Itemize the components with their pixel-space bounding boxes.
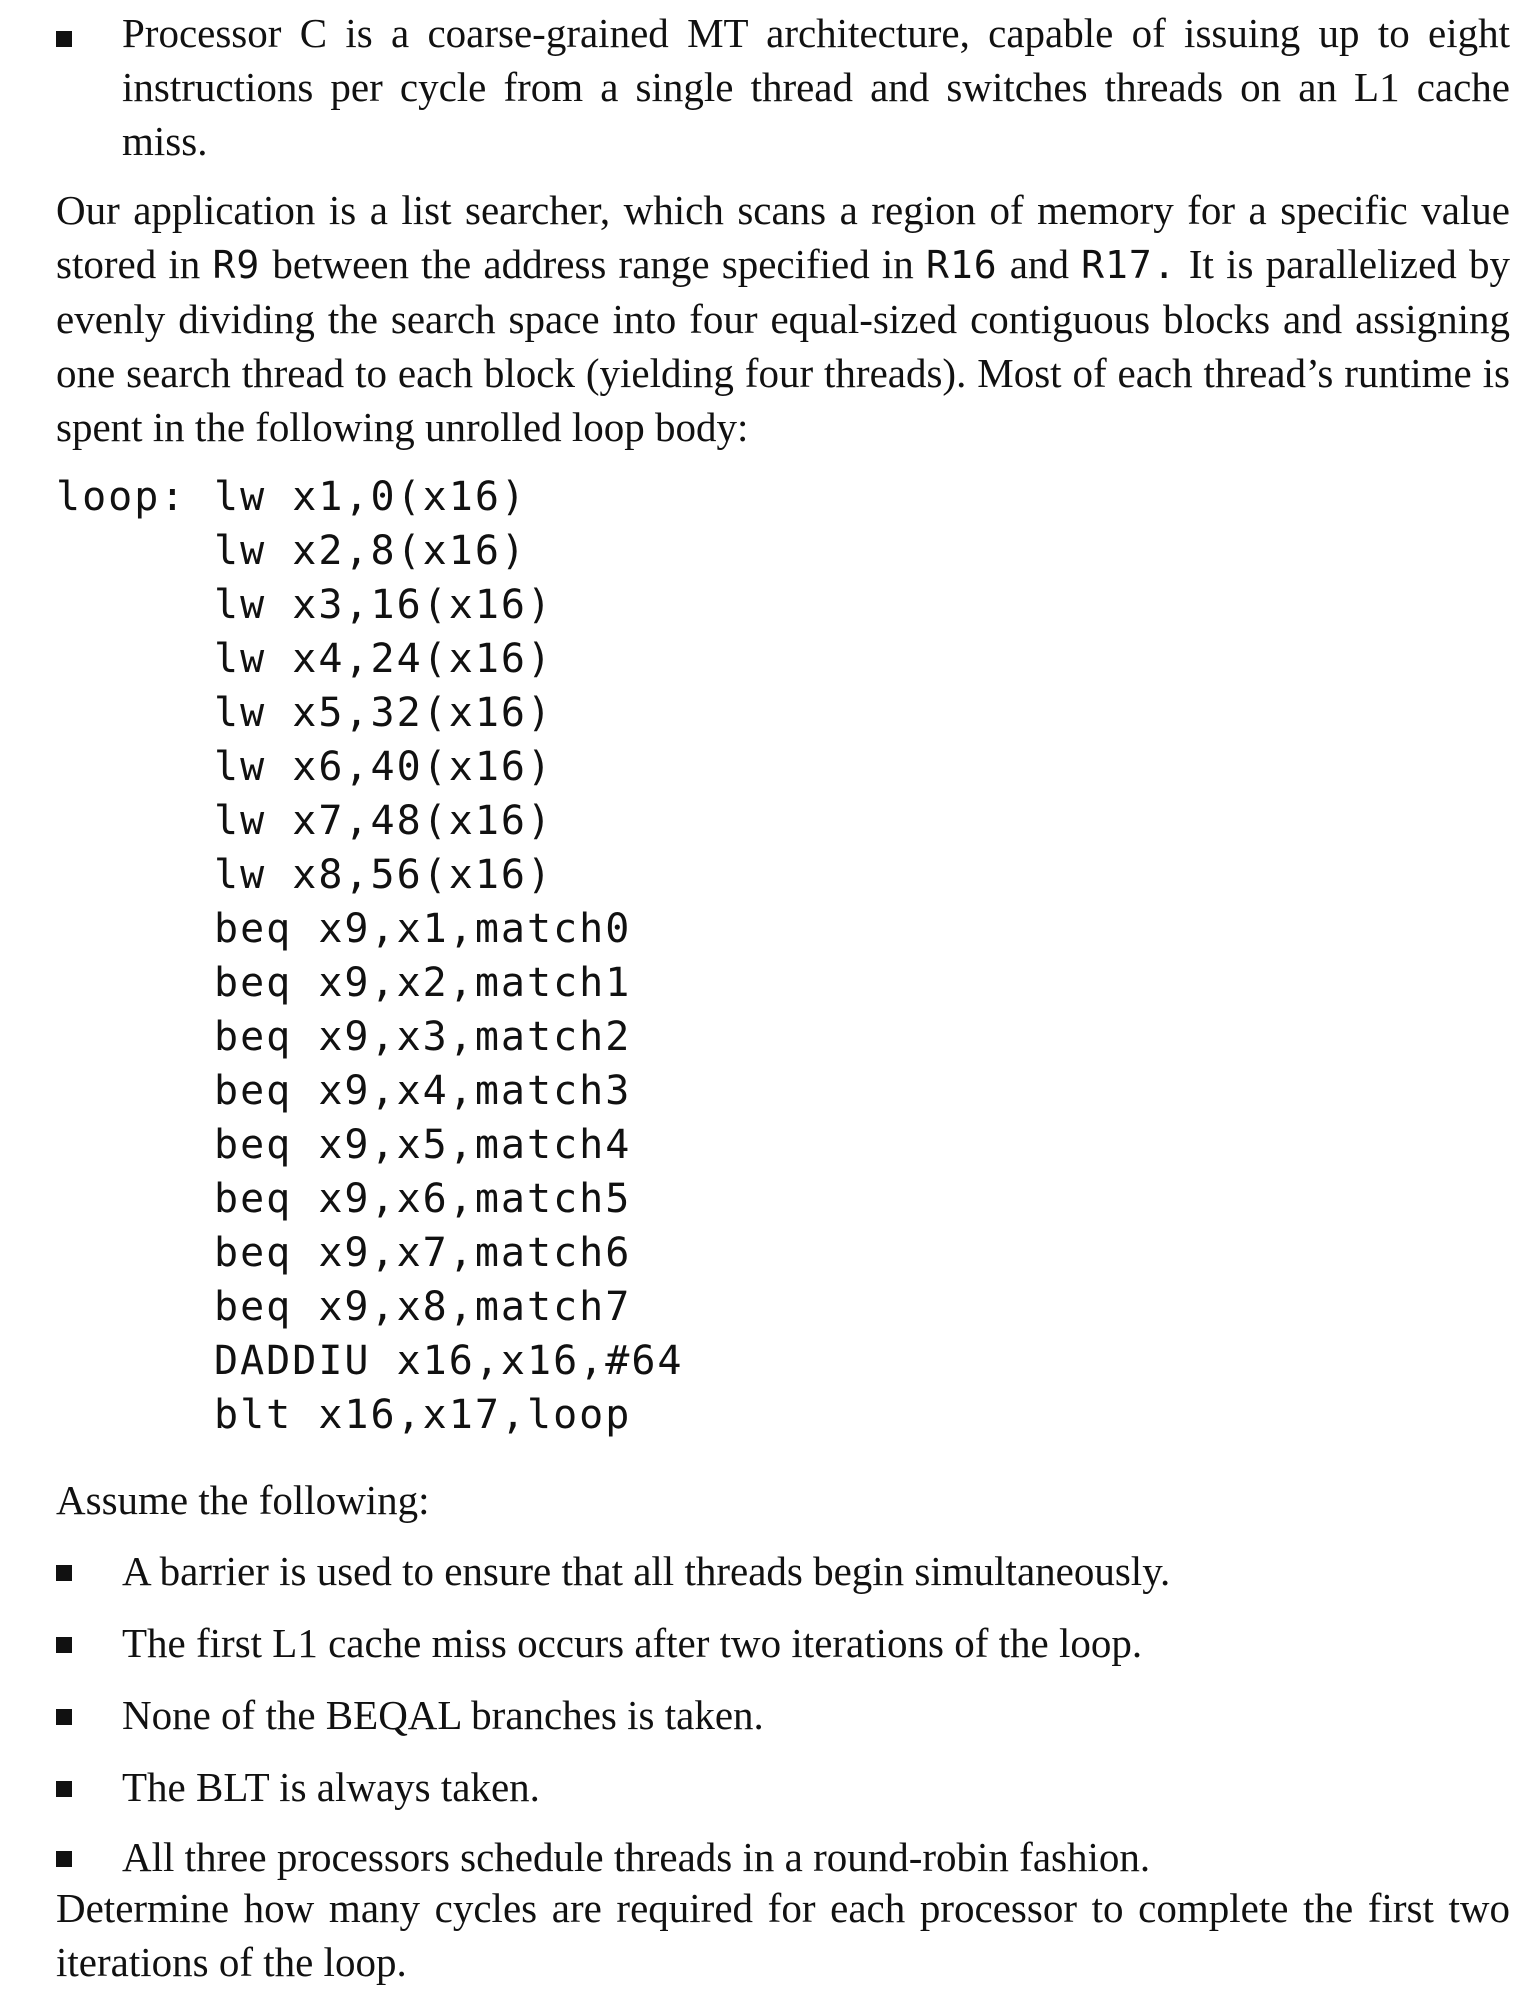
loop-label: loop: bbox=[56, 474, 187, 520]
assumption-text: The first L1 cache miss occurs after two iterations of the loop. bbox=[122, 1620, 1143, 1666]
code-line bbox=[56, 956, 956, 1010]
application-text-part3: and bbox=[997, 241, 1082, 287]
code-instruction: beq x9,x6,match5 bbox=[214, 1176, 632, 1222]
code-instruction: beq x9,x3,match2 bbox=[214, 1014, 632, 1060]
bullet-square-icon bbox=[56, 1851, 72, 1867]
code-line bbox=[56, 686, 956, 740]
code-instruction: lw x6,40(x16) bbox=[214, 744, 554, 790]
register-r17: R17. bbox=[1081, 243, 1177, 287]
code-line bbox=[56, 1280, 956, 1334]
bullet-square-icon bbox=[56, 1709, 72, 1725]
code-line bbox=[56, 1010, 956, 1064]
code-instruction: beq x9,x2,match1 bbox=[214, 960, 632, 1006]
code-line bbox=[56, 848, 956, 902]
code-line bbox=[56, 740, 956, 794]
code-line bbox=[56, 1172, 956, 1226]
code-instruction: beq x9,x8,match7 bbox=[214, 1284, 632, 1330]
loop-code-block bbox=[56, 470, 956, 1442]
assumption-text: None of the BEQAL branches is taken. bbox=[122, 1692, 764, 1738]
code-line bbox=[56, 794, 956, 848]
bullet-square-icon bbox=[56, 1781, 72, 1797]
application-text-part2: between the address range specified in bbox=[260, 241, 926, 287]
code-line bbox=[56, 578, 956, 632]
register-r16: R16 bbox=[925, 243, 998, 287]
code-instruction: lw x2,8(x16) bbox=[214, 528, 527, 574]
code-instruction: beq x9,x5,match4 bbox=[214, 1122, 632, 1168]
bullet-square-icon bbox=[56, 1565, 72, 1581]
application-text-part1: Our application is a list searcher, which scans a region of memory for a specific value stored in bbox=[56, 187, 1510, 287]
register-r9: R9 bbox=[212, 243, 261, 287]
assumption-text: The BLT is always taken. bbox=[122, 1764, 540, 1810]
code-line bbox=[56, 1334, 956, 1388]
code-line bbox=[56, 1118, 956, 1172]
code-line bbox=[56, 1064, 956, 1118]
bullet-square-icon bbox=[56, 31, 72, 47]
code-instruction: lw x3,16(x16) bbox=[214, 582, 554, 628]
code-line bbox=[56, 632, 956, 686]
code-instruction: lw x7,48(x16) bbox=[214, 798, 554, 844]
code-instruction: lw x4,24(x16) bbox=[214, 636, 554, 682]
processor-c-text: Processor C is a coarse-grained MT architecture, capable of issuing up to eight instructions per cycle from a single thread and switches threads on an L1 cache miss. bbox=[122, 10, 1510, 164]
code-line bbox=[56, 470, 956, 524]
assumption-text: A barrier is used to ensure that all threads begin simultaneously. bbox=[122, 1548, 1171, 1594]
application-text-part4: It is parallelized by evenly dividing the search space into four equal-sized contiguous blocks and assigning one search thread to each block (yielding four threads). Most of each thread’s runtime is spent in the following unrolled loop body: bbox=[56, 241, 1510, 450]
code-instruction: DADDIU x16,x16,#64 bbox=[214, 1338, 684, 1384]
code-instruction: beq x9,x1,match0 bbox=[214, 906, 632, 952]
question-text: Determine how many cycles are required for each processor to complete the first two iterations of the loop. bbox=[56, 1885, 1510, 1985]
code-line bbox=[56, 1388, 956, 1442]
code-instruction: lw x8,56(x16) bbox=[214, 852, 554, 898]
code-instruction: blt x16,x17,loop bbox=[214, 1392, 632, 1438]
assume-heading: Assume the following: bbox=[56, 1477, 430, 1523]
code-line bbox=[56, 1226, 956, 1280]
code-instruction: lw x1,0(x16) bbox=[214, 474, 527, 520]
code-line bbox=[56, 524, 956, 578]
code-line bbox=[56, 902, 956, 956]
code-instruction: beq x9,x7,match6 bbox=[214, 1230, 632, 1276]
bullet-square-icon bbox=[56, 1637, 72, 1653]
code-instruction: beq x9,x4,match3 bbox=[214, 1068, 632, 1114]
application-paragraph bbox=[56, 183, 1510, 454]
code-instruction: lw x5,32(x16) bbox=[214, 690, 554, 736]
assumption-text: All three processors schedule threads in a round-robin fashion. bbox=[122, 1834, 1151, 1880]
